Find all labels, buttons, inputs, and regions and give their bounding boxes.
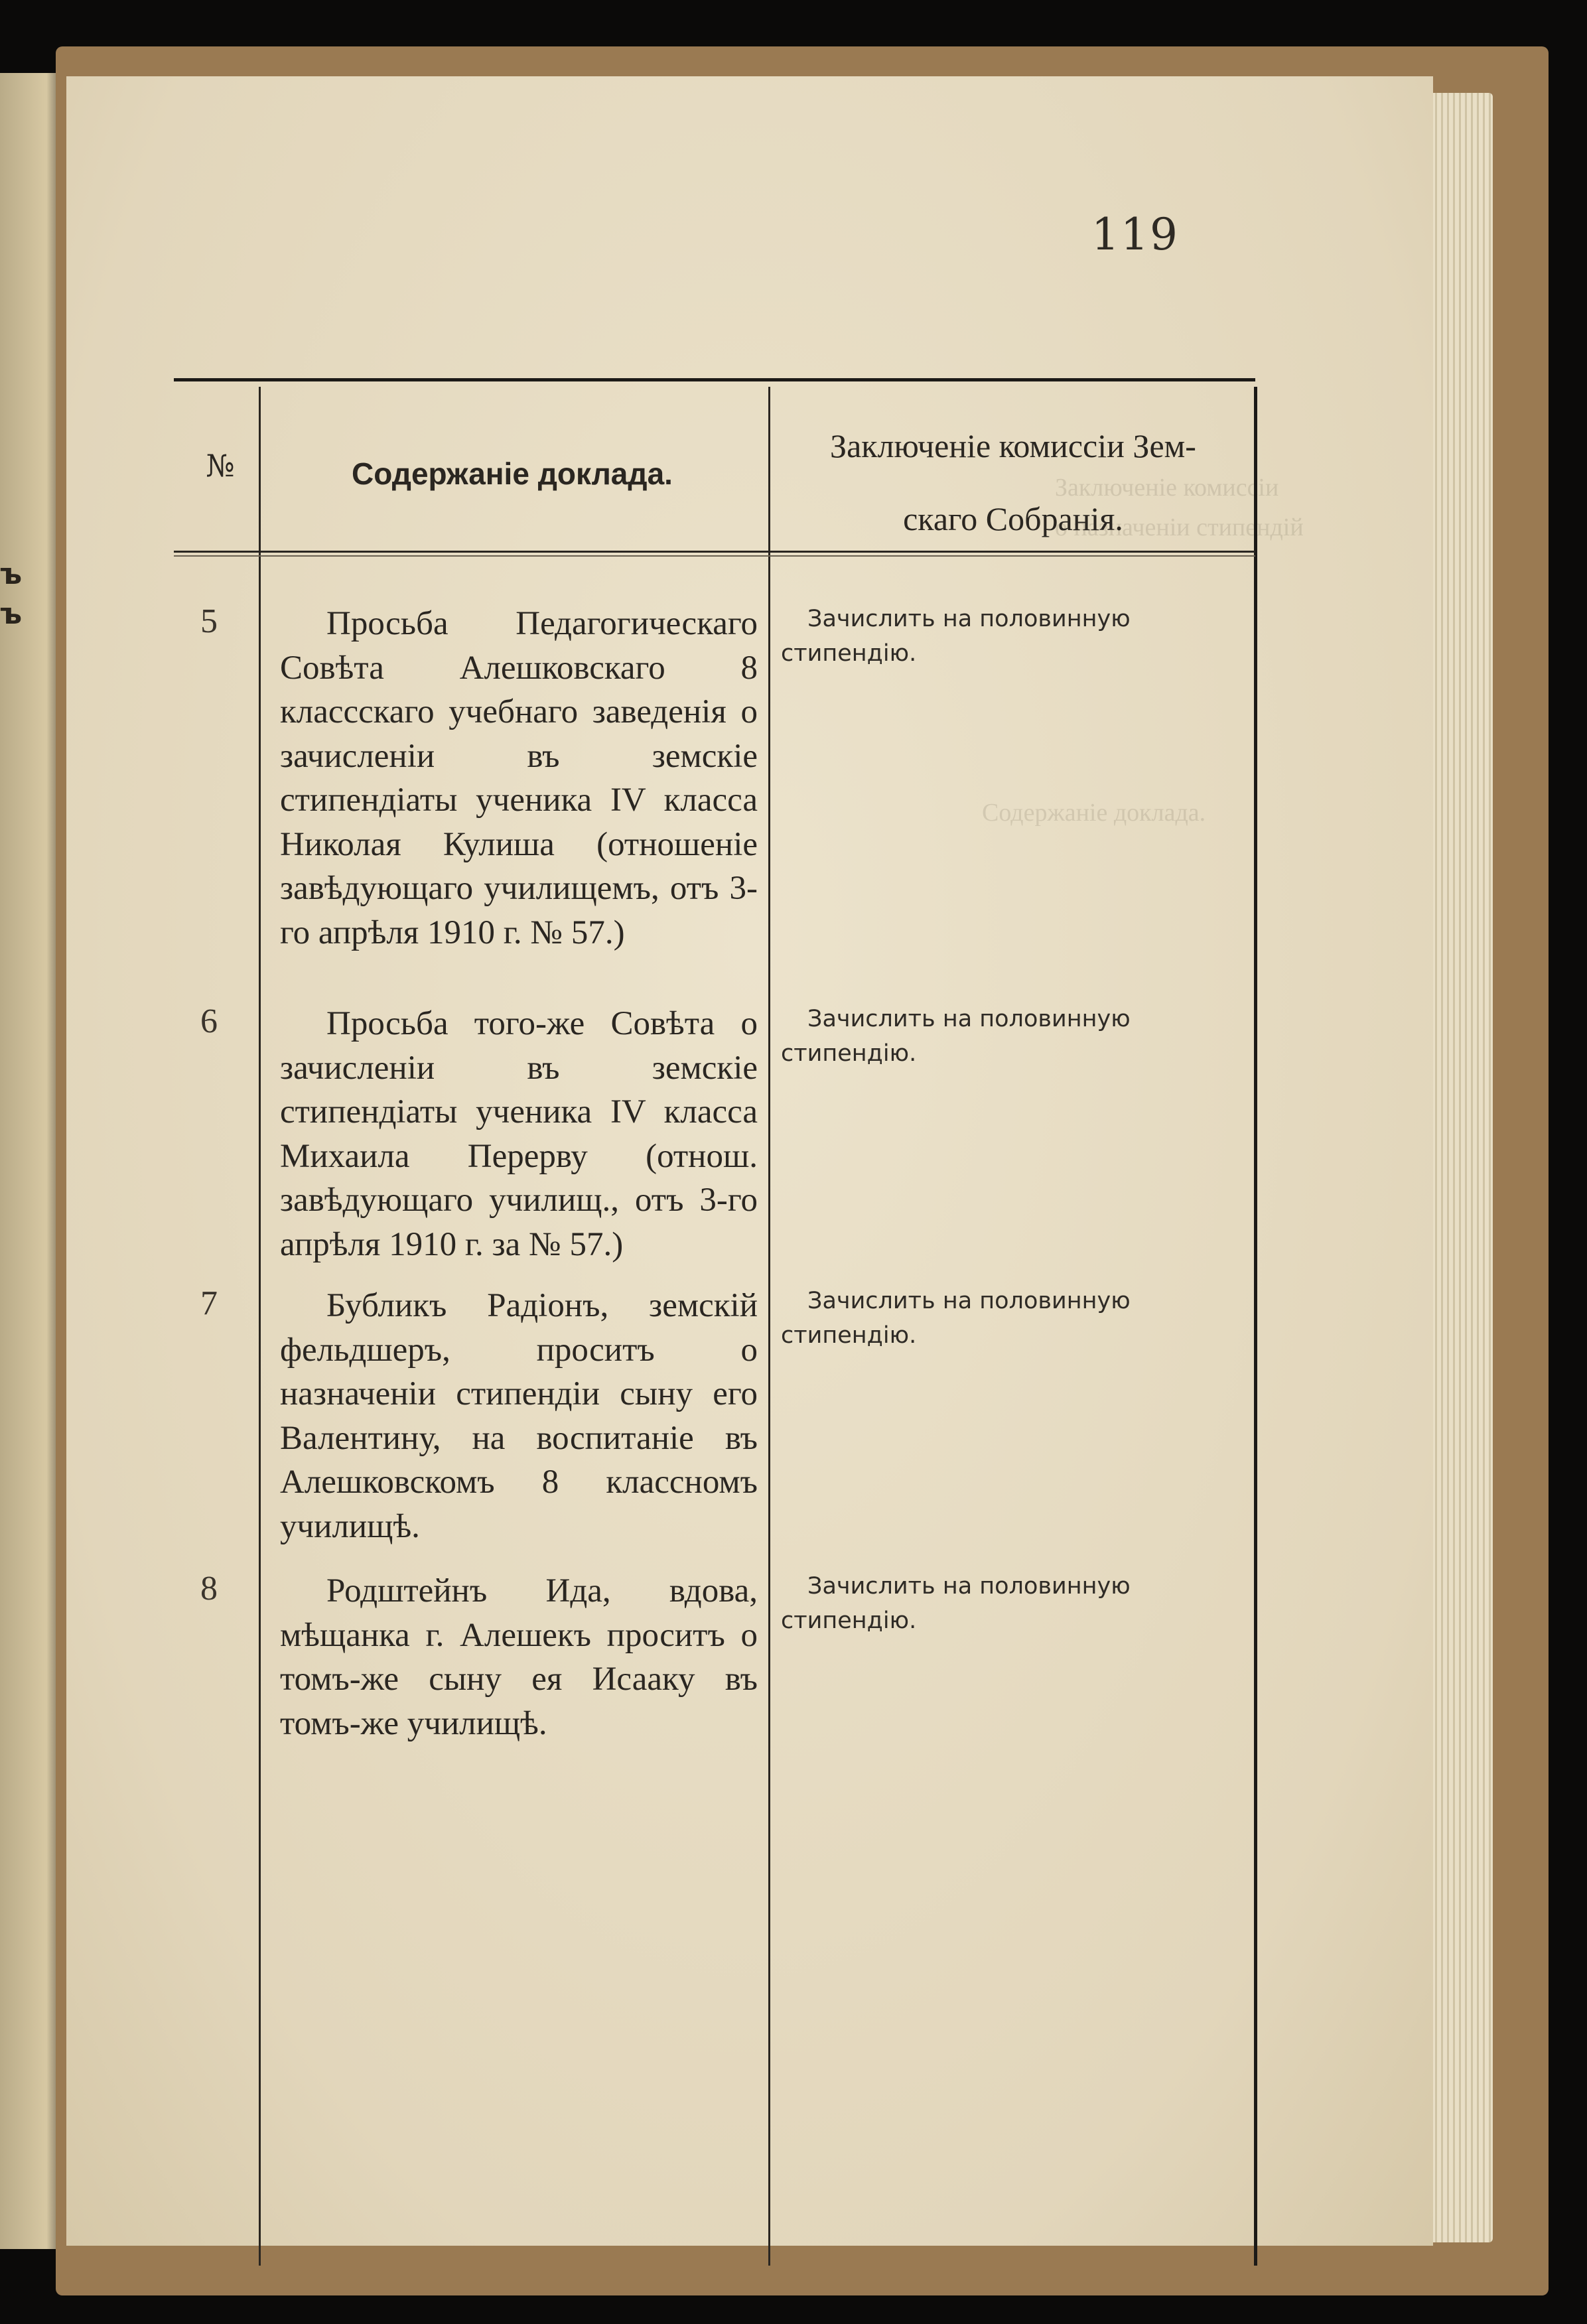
left-page-fragment: ъ xyxy=(0,597,23,631)
row-content: Бубликъ Радіонъ, земскій фельдшеръ, проситъ о назначеніи стипендіи сыну его Валентину, на воспитаніе въ Алешковскомъ 8 классномъ училищѣ. xyxy=(280,1287,758,1545)
header-conclusion xyxy=(771,409,1255,555)
header-content: Содержаніе доклада. xyxy=(352,456,673,491)
row-content: Просьба Педагогическаго Совѣта Алешковскаго 8 классскаго учебнаго заведенія о зачисленіи въ земскіе стипендіаты ученика IV класса Николая Кулиша (отношеніе завѣдующаго училищемъ, отъ 3-го апрѣля 1910 г. № 57.) xyxy=(280,605,758,951)
table-right-border xyxy=(1254,387,1257,2266)
header-conclusion-line2: скаго Собранія. xyxy=(903,500,1123,537)
header-conclusion-line1: Заключеніе комиссіи Зем- xyxy=(830,427,1196,464)
header-number: № xyxy=(206,448,235,484)
row-conclusion: Зачислить на половинную стипендію. xyxy=(781,1288,1131,1349)
column-divider xyxy=(259,387,261,2266)
row-conclusion: Зачислить на половинную стипендію. xyxy=(781,1006,1131,1067)
row-conclusion: Зачислить на половинную стипендію. xyxy=(781,606,1131,667)
bleed-through-text: Заключеніе комиссіи о назначеніи стипендій xyxy=(1055,474,1304,541)
row-number: 7 xyxy=(200,1284,218,1322)
header-divider-thin xyxy=(174,555,1255,557)
column-divider xyxy=(768,387,770,2266)
bleed-through-text: Содержаніе доклада. xyxy=(982,799,1206,827)
row-number: 8 xyxy=(200,1570,218,1607)
row-content: Просьба того-же Совѣта о зачисленіи въ земскіе стипендіаты ученика IV класса Михаила Перерву (отнош. завѣдующаго училищ., отъ 3-го апрѣля 1910 г. за № 57.) xyxy=(280,1005,758,1263)
report-table xyxy=(174,378,1255,2266)
page-number: 119 xyxy=(1091,209,1179,260)
row-number: 6 xyxy=(200,1002,218,1040)
row-content: Родштейнъ Ида, вдова, мѣщанка г. Алешекъ проситъ о томъ-же сыну ея Исааку въ томъ-же училищѣ. xyxy=(280,1572,758,1742)
left-page-fragment: ъ xyxy=(0,557,23,591)
row-number: 5 xyxy=(200,602,218,640)
row-conclusion: Зачислить на половинную стипендію. xyxy=(781,1573,1131,1634)
document-page xyxy=(66,76,1433,2246)
